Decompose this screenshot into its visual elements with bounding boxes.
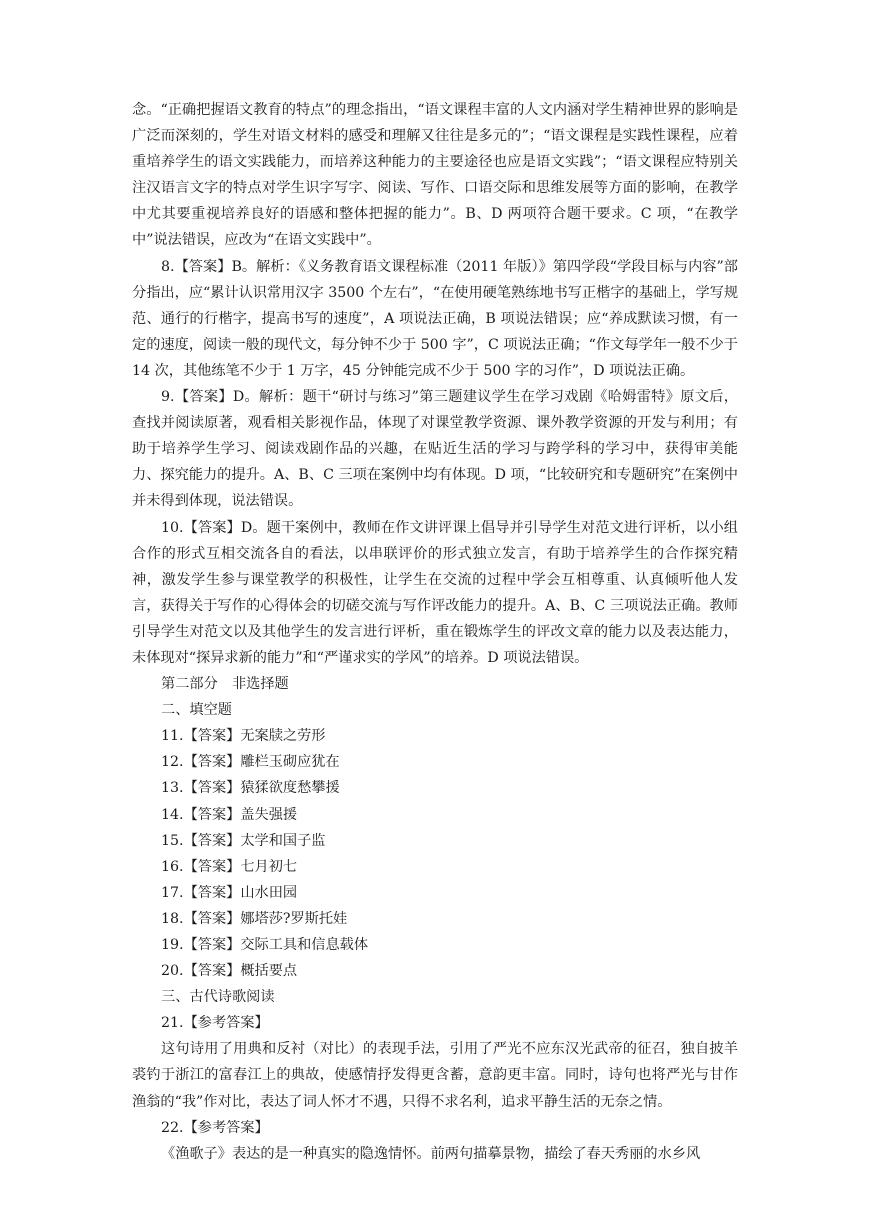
answer-9: 9.【答案】D。解析：题干“研讨与练习”第三题建议学生在学习戏剧《哈姆雷特》原文后，查找并阅读原著，观看相关影视作品，体现了对课堂教学资源、课外教学资源的开发与利用；有助于培养学生学习、阅读戏剧作品的兴趣，在贴近生活的学习与跨学科的学习中，获得审美能力、探究能力的提升。A、B、C 三项在案例中均有体现。D 项，“比较研究和专题研究”在案例中并未得到体现，说法错误。 xyxy=(132,389,738,510)
paragraph-7-continued: 念。“正确把握语文教育的特点”的理念指出，“语文课程丰富的人文内涵对学生精神世界的影响是广泛而深刻的，学生对语文材料的感受和理解又往往是多元的”；“语文课程是实践性课程，应着重培养学生的语文实践能力，而培养这种能力的主要途径也应是语文实践”；“语文课程应特别关注汉语言文字的特点对学生识字写字、阅读、写作、口语交际和思维发展等方面的影响，在教学中尤其要重视培养良好的语感和整体把握的能力”。B、D 两项符合题干要求。C 项，“在教学中”说法错误，应改为“在语文实践中”。 xyxy=(132,102,738,249)
answer-17: 17.【答案】山水田园 xyxy=(161,884,298,901)
section-heading-fill-blanks: 二、填空题 xyxy=(161,702,232,719)
answer-20: 20.【答案】概括要点 xyxy=(161,963,298,980)
answer-19: 19.【答案】交际工具和信息载体 xyxy=(161,937,369,953)
answer-18: 18.【答案】娜塔莎?罗斯托娃 xyxy=(161,910,348,927)
answer-15: 15.【答案】太学和国子监 xyxy=(161,832,326,849)
document-body xyxy=(132,97,738,1167)
answer-14: 14.【答案】盖失强援 xyxy=(161,806,298,823)
section-heading-part-two: 第二部分 非选择题 xyxy=(161,676,289,693)
answer-22-text: 《渔歌子》表达的是一种真实的隐逸情怀。前两句描摹景物，描绘了春天秀丽的水乡风 xyxy=(161,1145,701,1162)
answer-10: 10.【答案】D。题干案例中，教师在作文讲评课上倡导并引导学生对范文进行评析，以小组合作的形式互相交流各自的看法，以串联评价的形式独立发言，有助于培养学生的合作探究精神，激发学生参与课堂教学的积极性，让学生在交流的过程中学会互相尊重、认真倾听他人发言，获得关于写作的心得体会的切磋交流与写作评改能力的提升。A、B、C 三项说法正确。教师引导学生对范文以及其他学生的发言进行评析，重在锻炼学生的评改文章的能力以及表达能力，未体现对“探异求新的能力”和“严谨求实的学风”的培养。D 项说法错误。 xyxy=(132,519,738,666)
answer-21-label: 21.【参考答案】 xyxy=(161,1015,269,1032)
answer-21-text: 这句诗用了用典和反衬（对比）的表现手法，引用了严光不应东汉光武帝的征召，独自披羊裘钓于浙江的富春江上的典故，使感情抒发得更含蓄，意韵更丰富。同时，诗句也将严光与甘作渔翁的“我”作对比，表达了词人怀才不遇，只得不求名利，追求平静生活的无奈之情。 xyxy=(132,1041,738,1110)
answer-16: 16.【答案】七月初七 xyxy=(161,858,298,875)
section-heading-poetry: 三、古代诗歌阅读 xyxy=(161,989,275,1006)
answer-8: 8.【答案】B。解析：《义务教育语文课程标准（2011 年版）》第四学段“学段目标与内容”部分指出，应“累计认识常用汉字 3500 个左右”，“在使用硬笔熟练地书写正楷字的基础上，学写规范、通行的行楷字，提高书写的速度”，A 项说法正确，B 项说法错误；应“养成默读习惯，有一定的速度，阅读一般的现代文，每分钟不少于 500 字”，C 项说法正确；“作文每学年一般不少于 14 次，其他练笔不少于 1 万字，45 分钟能完成不少于 500 字的习作”，D 项说法正确。 xyxy=(132,258,739,379)
answer-11: 11.【答案】无案牍之劳形 xyxy=(161,728,326,745)
answer-22-label: 22.【参考答案】 xyxy=(161,1119,269,1136)
answer-13: 13.【答案】猿猱欲度愁攀援 xyxy=(161,780,340,797)
answer-12: 12.【答案】雕栏玉砌应犹在 xyxy=(161,754,340,771)
